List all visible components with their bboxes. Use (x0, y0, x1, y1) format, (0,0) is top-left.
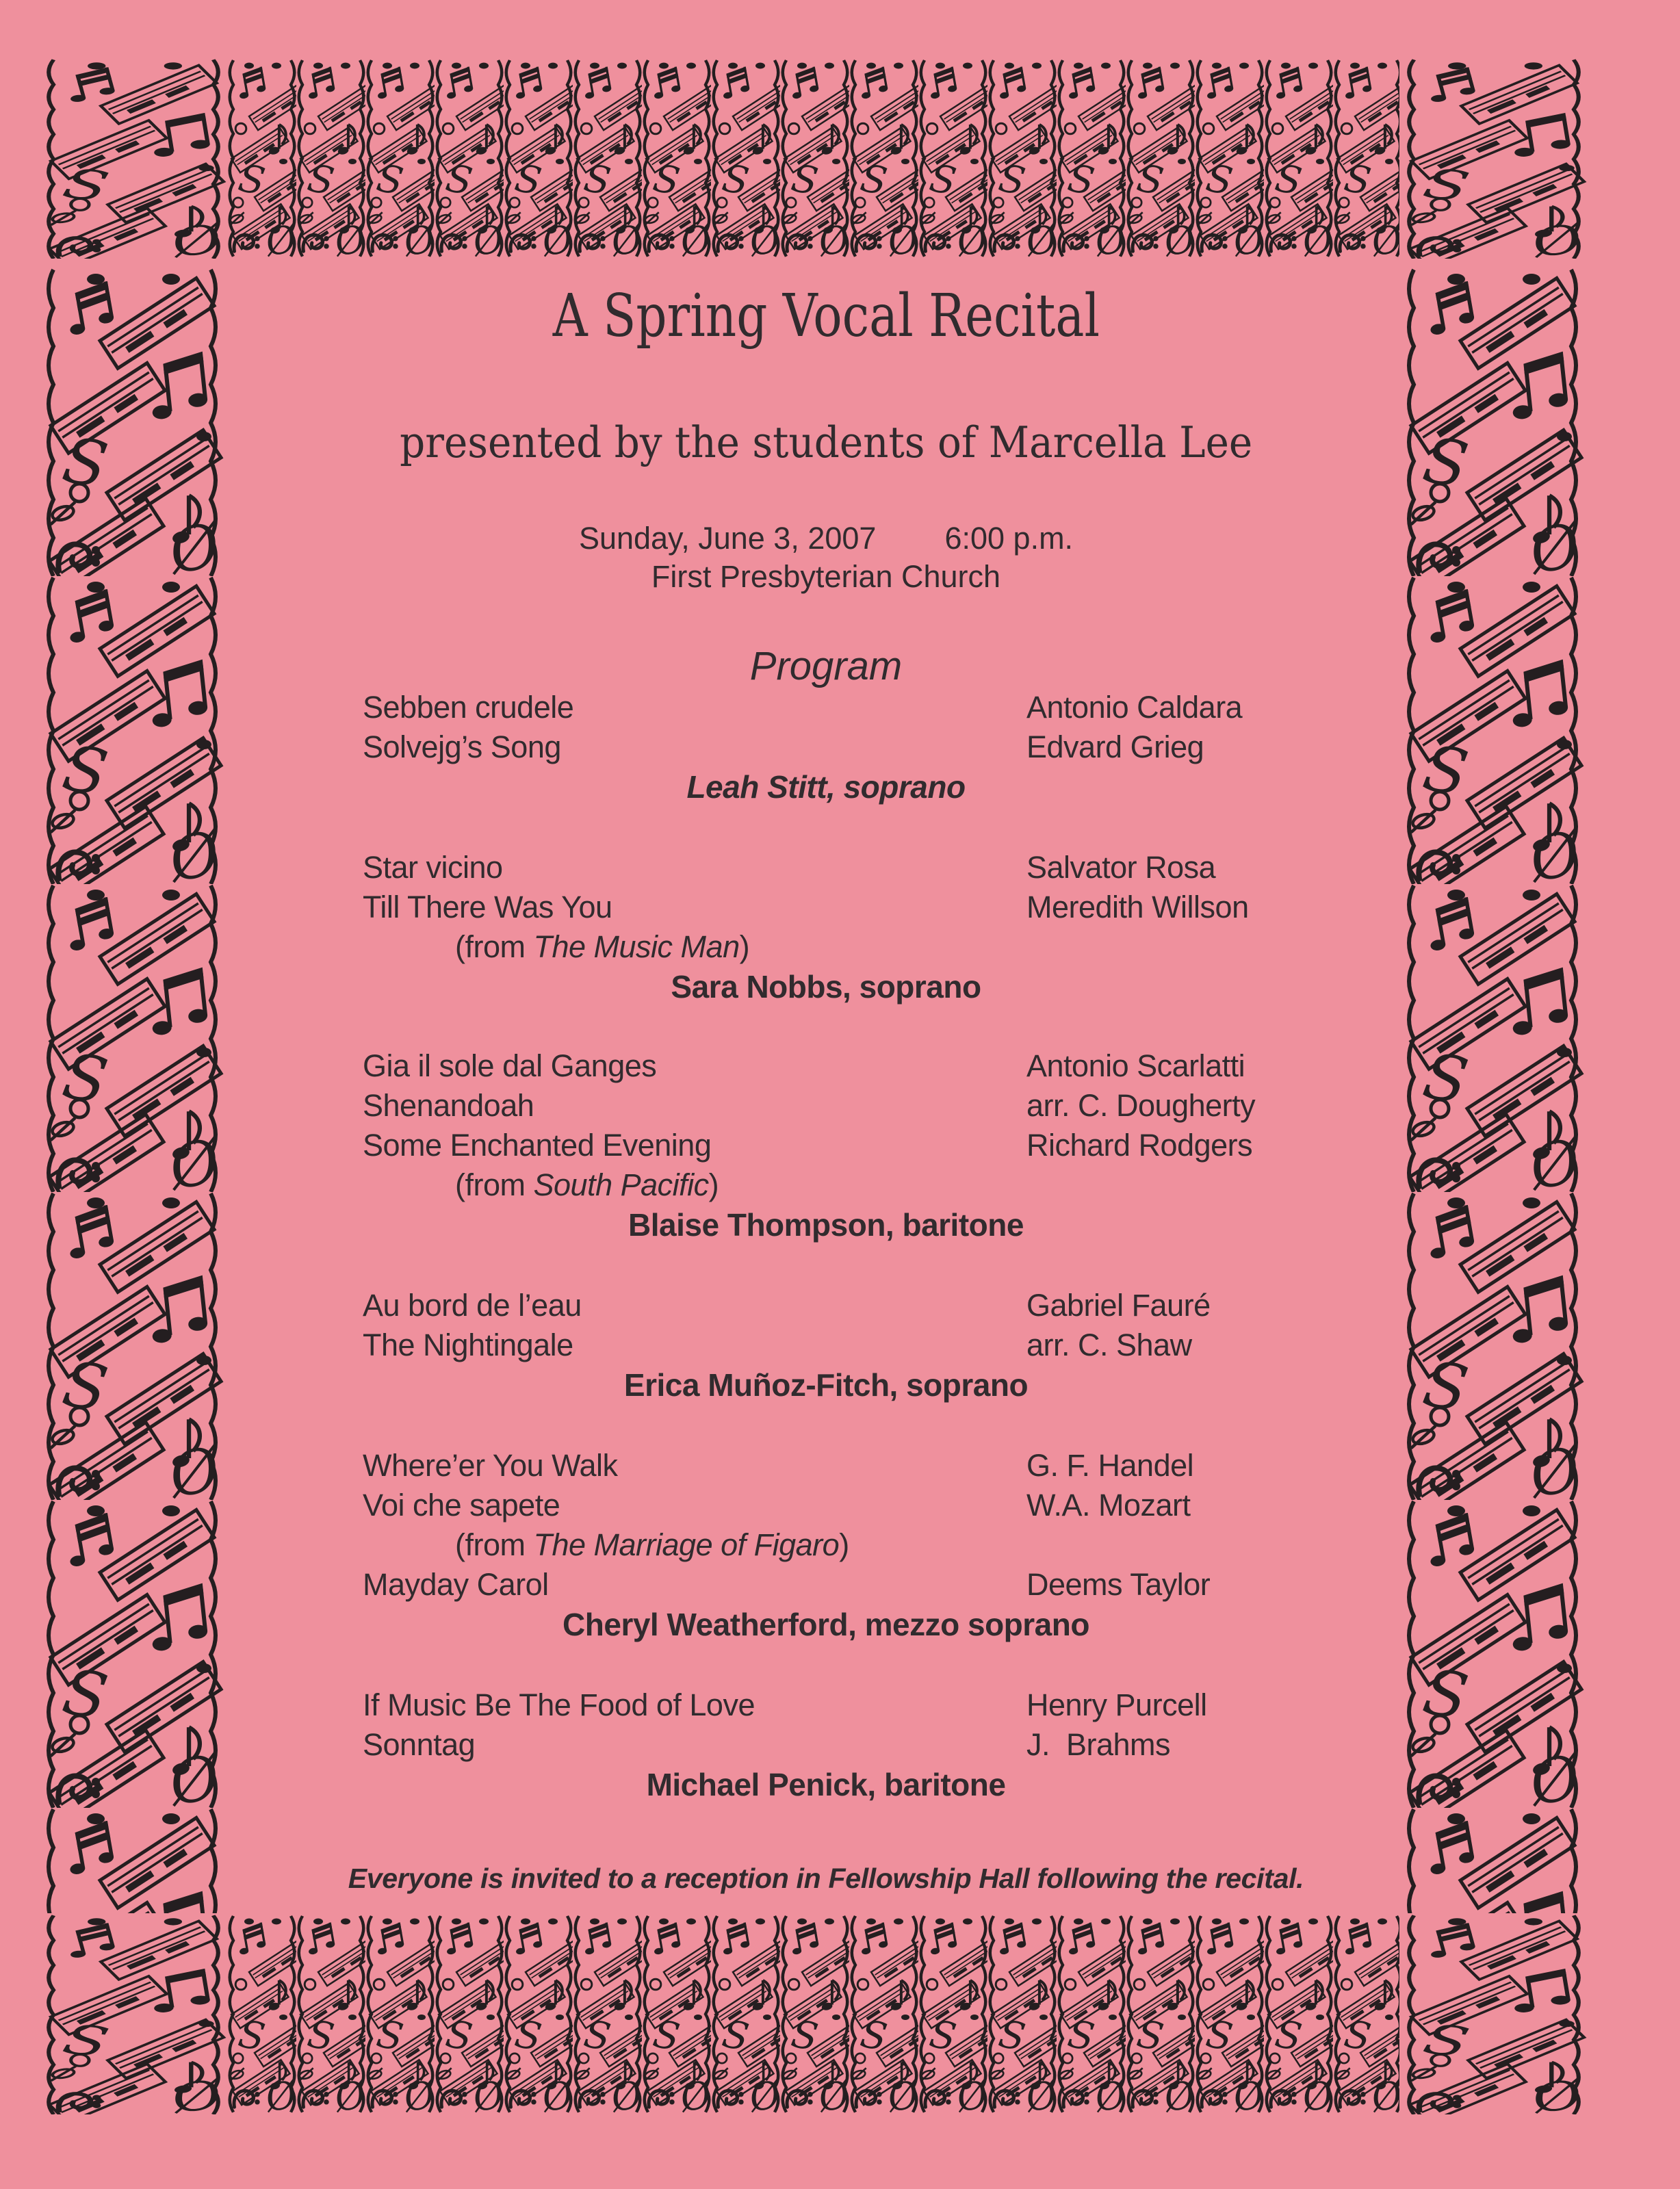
program-row-source (267, 1525, 1423, 1565)
performer-name: Blaise Thompson, baritone (628, 1207, 1024, 1243)
source-suffix: ) (708, 1167, 719, 1202)
source-suffix: ) (739, 929, 750, 964)
program-row (267, 888, 1423, 927)
performer-name: Erica Muñoz-Fitch, soprano (623, 1367, 1029, 1403)
composer-name: Antonio Caldara (1026, 690, 1243, 725)
performer-name: Leah Stitt, soprano (686, 769, 966, 805)
song-title: Gia il sole dal Ganges (363, 1048, 657, 1083)
source-work-title: South Pacific (533, 1167, 709, 1202)
program-row (267, 1565, 1423, 1605)
event-date: Sunday, June 3, 2007 (578, 521, 877, 556)
program-row (267, 1725, 1423, 1765)
border-right-band (1400, 268, 1586, 1913)
song-source (267, 1525, 1423, 1565)
composer-name: Deems Taylor (1026, 1567, 1211, 1602)
song-title: If Music Be The Food of Love (363, 1687, 755, 1722)
border-corner-bottom-right (1400, 1915, 1588, 2114)
song-title: Till There Was You (363, 890, 612, 924)
composer-name: Antonio Scarlatti (1026, 1048, 1245, 1083)
program-row-source (267, 927, 1423, 967)
program-group (267, 1046, 1423, 1245)
song-title: Mayday Carol (363, 1567, 549, 1602)
performer-name: Cheryl Weatherford, mezzo soprano (563, 1607, 1089, 1642)
source-prefix: (from (455, 929, 534, 964)
composer-name: arr. C. Dougherty (1026, 1088, 1256, 1123)
composer-name: W.A. Mozart (1026, 1488, 1191, 1523)
event-time: 6:00 p.m. (944, 521, 1074, 556)
border-bottom-band (227, 1915, 1399, 2114)
program-group (267, 1286, 1423, 1405)
composer-name: arr. C. Shaw (1026, 1327, 1192, 1362)
song-title: Solvejg’s Song (363, 729, 561, 764)
performer-name: Sara Nobbs, soprano (671, 969, 981, 1005)
composer-name: Henry Purcell (1026, 1687, 1207, 1722)
program-row (267, 1286, 1423, 1325)
source-prefix: (from (455, 1167, 534, 1202)
composer-name: Meredith Willson (1026, 890, 1249, 924)
composer-name: Gabriel Fauré (1026, 1288, 1211, 1323)
composer-name: Salvator Rosa (1026, 850, 1216, 885)
source-suffix: ) (839, 1527, 849, 1562)
song-title: Sonntag (363, 1727, 476, 1762)
song-title: Star vicino (363, 850, 503, 885)
composer-name: J. Brahms (1026, 1727, 1171, 1762)
program-row (267, 727, 1423, 767)
song-title: The Nightingale (363, 1327, 573, 1362)
program-row (267, 848, 1423, 888)
source-work-title: The Music Man (533, 929, 740, 964)
program-row (267, 688, 1423, 727)
program-group (267, 1446, 1423, 1644)
border-corner-top-left (40, 59, 227, 259)
border-left-band (40, 268, 226, 1913)
subtitle (267, 415, 1385, 470)
program-group (267, 848, 1423, 1007)
song-title: Sebben crudele (363, 690, 574, 725)
reception-note: Everyone is invited to a reception in Fellowship Hall following the recital. (348, 1863, 1304, 1894)
song-title: Voi che sapete (363, 1488, 560, 1523)
program-row-source (267, 1165, 1423, 1205)
composer-name: G. F. Handel (1026, 1448, 1194, 1483)
border-corner-top-right (1400, 59, 1588, 259)
program-row (267, 1486, 1423, 1525)
page-title-text: A Spring Vocal Recital (552, 282, 1100, 350)
song-title: Where’er You Walk (363, 1448, 618, 1483)
program-row (267, 1446, 1423, 1486)
program-group (267, 688, 1423, 807)
border-corner-bottom-left (40, 1915, 227, 2114)
program-group (267, 1685, 1423, 1804)
venue: First Presbyterian Church (651, 559, 1001, 594)
program-row (267, 1086, 1423, 1126)
song-title: Au bord de l’eau (363, 1288, 582, 1323)
program-row (267, 1126, 1423, 1165)
composer-name: Richard Rodgers (1026, 1128, 1253, 1163)
source-work-title: The Marriage of Figaro (533, 1527, 840, 1562)
performer-name: Michael Penick, baritone (646, 1767, 1006, 1802)
song-title: Shenandoah (363, 1088, 534, 1123)
program-row (267, 1685, 1423, 1725)
page-title (267, 282, 1385, 350)
date-line (267, 519, 1385, 558)
program-row (267, 1325, 1423, 1365)
composer-name: Edvard Grieg (1026, 729, 1204, 764)
program-row (267, 1046, 1423, 1086)
program-heading: Program (749, 644, 903, 688)
song-source (267, 927, 1423, 967)
song-source (267, 1165, 1423, 1205)
source-prefix: (from (455, 1527, 534, 1562)
subtitle-text: presented by the students of Marcella Lee (399, 417, 1253, 467)
song-title: Some Enchanted Evening (363, 1128, 712, 1163)
program-content (267, 0, 1423, 1896)
